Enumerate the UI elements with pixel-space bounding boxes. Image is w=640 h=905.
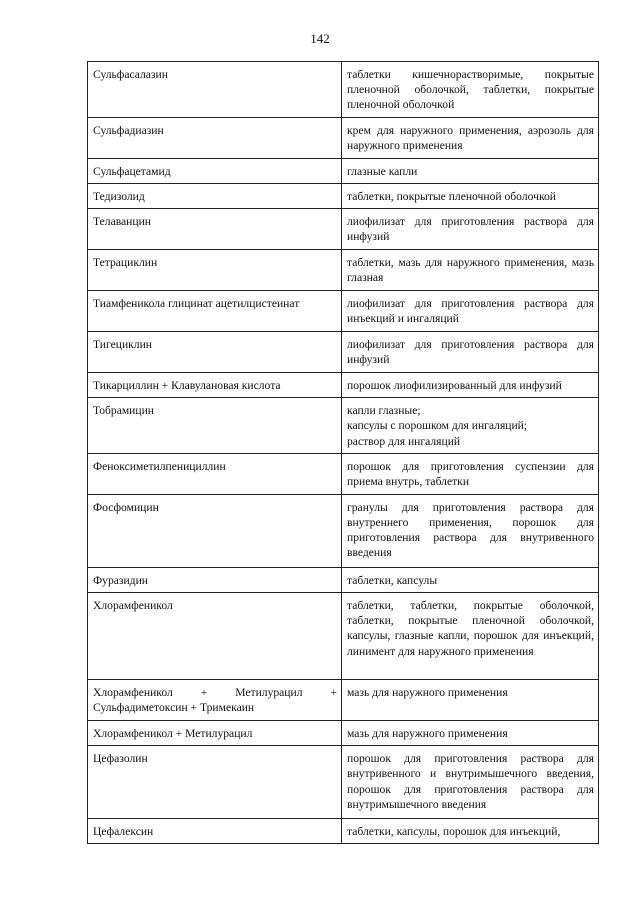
dosage-form-cell: гранулы для приготовления раствора для внутреннего применения, порошок для приготовления раствора для внутривенного введения — [342, 494, 599, 567]
table-row — [88, 567, 599, 592]
drug-name-cell: Тетрациклин — [88, 250, 342, 291]
drug-name-cell: Хлорамфеникол + Метилурацил — [88, 721, 342, 746]
drug-name-cell: Тобрамицин — [88, 398, 342, 454]
page-number: 142 — [310, 31, 330, 46]
table-row — [88, 453, 599, 494]
drug-name-cell: Тикарциллин + Клавулановая кислота — [88, 373, 342, 398]
drug-name-cell: Цефазолин — [88, 746, 342, 819]
table-row — [88, 680, 599, 721]
drug-table — [87, 61, 599, 844]
table-row — [88, 819, 599, 844]
dosage-form-cell: таблетки, капсулы, порошок для инъекций, — [342, 819, 599, 844]
drug-name-cell: Фосфомицин — [88, 494, 342, 567]
table-row — [88, 721, 599, 746]
table-row — [88, 250, 599, 291]
dosage-form-cell: таблетки, мазь для наружного применения, мазь глазная — [342, 250, 599, 291]
drug-name-cell: Хлорамфеникол + Метилурацил + Сульфадиметоксин + Тримекаин — [88, 680, 342, 721]
table-row — [88, 209, 599, 250]
table-row — [88, 373, 599, 398]
dosage-form-cell: порошок для приготовления раствора для внутривенного и внутримышечного введения, порошок для приготовления раствора для внутримышечного введения — [342, 746, 599, 819]
drug-name-cell: Сульфасалазин — [88, 62, 342, 118]
dosage-form-cell: лиофилизат для приготовления раствора для инфузий — [342, 209, 599, 250]
dosage-form-cell: капли глазные; капсулы с порошком для ингаляций; раствор для ингаляций — [342, 398, 599, 454]
drug-name-cell: Цефалексин — [88, 819, 342, 844]
table-row — [88, 332, 599, 373]
drug-name-cell: Хлорамфеникол — [88, 593, 342, 680]
drug-name-cell: Телаванцин — [88, 209, 342, 250]
dosage-form-cell: мазь для наружного применения — [342, 680, 599, 721]
dosage-form-cell: таблетки, покрытые пленочной оболочкой — [342, 183, 599, 208]
drug-name-cell: Тигециклин — [88, 332, 342, 373]
dosage-form-cell: мазь для наружного применения — [342, 721, 599, 746]
drug-name-cell: Сульфацетамид — [88, 158, 342, 183]
dosage-form-cell: глазные капли — [342, 158, 599, 183]
drug-name-cell: Тедизолид — [88, 183, 342, 208]
table-row — [88, 746, 599, 819]
table-row — [88, 291, 599, 332]
table-row — [88, 398, 599, 454]
table-row — [88, 158, 599, 183]
dosage-form-cell: крем для наружного применения, аэрозоль для наружного применения — [342, 117, 599, 158]
dosage-form-cell: порошок лиофилизированный для инфузий — [342, 373, 599, 398]
dosage-form-cell: таблетки, капсулы — [342, 567, 599, 592]
table-row — [88, 117, 599, 158]
drug-name-cell: Сульфадиазин — [88, 117, 342, 158]
drug-name-cell: Феноксиметилпенициллин — [88, 453, 342, 494]
drug-name-cell: Тиамфеникола глицинат ацетилцистеинат — [88, 291, 342, 332]
dosage-form-cell: таблетки кишечнорастворимые, покрытые пленочной оболочкой, таблетки, покрытые пленочной оболочкой — [342, 62, 599, 118]
dosage-form-cell: порошок для приготовления суспензии для приема внутрь, таблетки — [342, 453, 599, 494]
table-row — [88, 593, 599, 680]
table-row — [88, 62, 599, 118]
table-row — [88, 494, 599, 567]
dosage-form-cell: таблетки, таблетки, покрытые оболочкой, таблетки, покрытые пленочной оболочкой, капсулы, глазные капли, порошок для инъекций, линимент для наружного применения — [342, 593, 599, 680]
table-row — [88, 183, 599, 208]
drug-name-cell: Фуразидин — [88, 567, 342, 592]
dosage-form-cell: лиофилизат для приготовления раствора для инъекций и ингаляций — [342, 291, 599, 332]
dosage-form-cell: лиофилизат для приготовления раствора для инфузий — [342, 332, 599, 373]
